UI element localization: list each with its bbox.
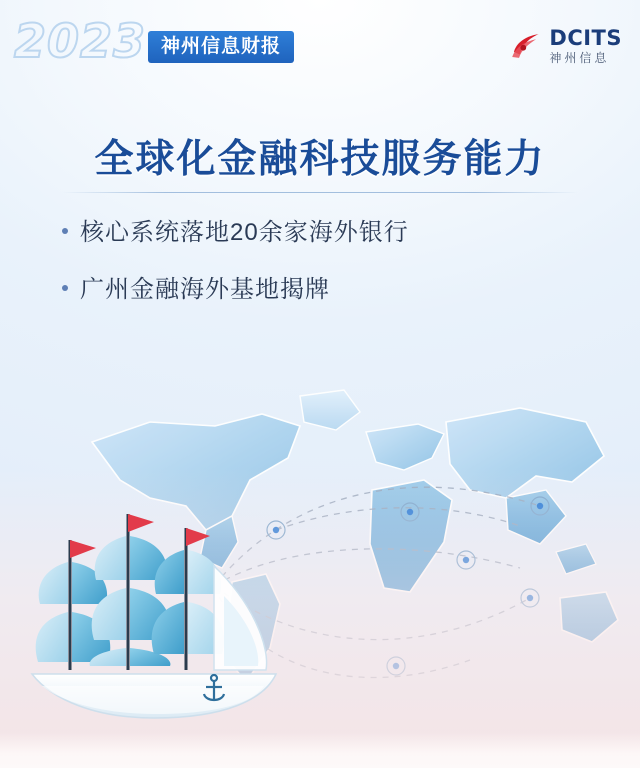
list-item-label: 核心系统落地20余家海外银行 [80, 219, 409, 246]
report-badge: 神州信息财报 [148, 31, 294, 63]
list-item [62, 269, 590, 304]
title-divider [62, 192, 578, 193]
brand-name: DCITS [549, 26, 622, 50]
year-label: 2023 [14, 14, 147, 68]
page-title: 全球化金融科技服务能力 [94, 138, 546, 181]
sailing-ship-illustration [18, 470, 298, 740]
list-item-label: 广州金融海外基地揭牌 [80, 276, 330, 303]
bullet-list [62, 212, 590, 326]
bullet-dot-icon [62, 285, 68, 291]
bullet-dot-icon [62, 228, 68, 234]
brand-logo [508, 28, 622, 64]
brand-name-cn: 神州信息 [549, 51, 610, 65]
brand-logo-text [549, 28, 622, 64]
dcits-logo-icon [508, 29, 542, 63]
list-item [62, 212, 590, 247]
header [0, 0, 640, 92]
